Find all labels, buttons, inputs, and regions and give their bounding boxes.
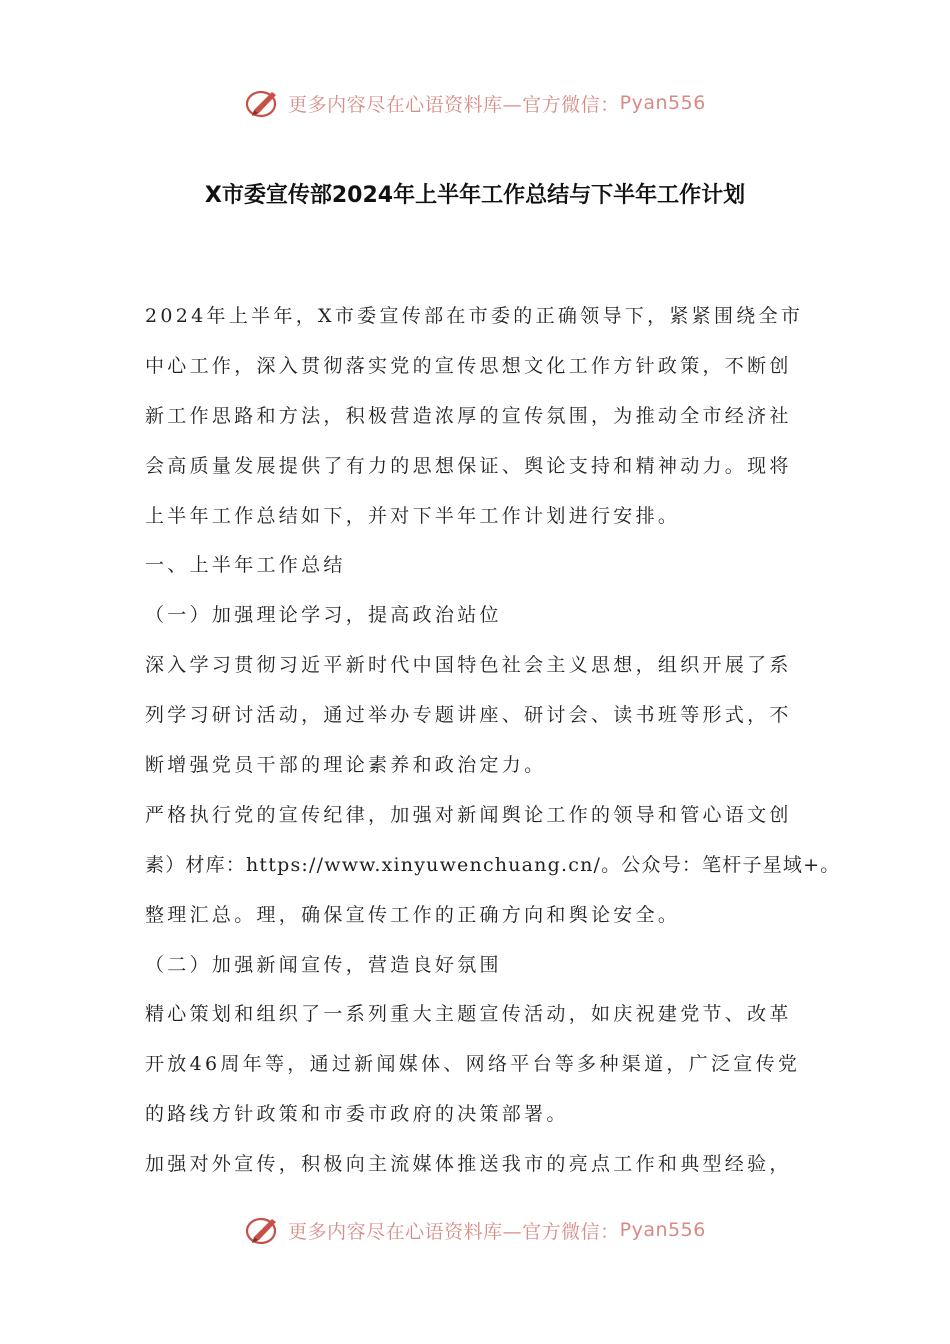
body-line: 的路线方针政策和市委市政府的决策部署。 (145, 1103, 569, 1126)
subsection-heading: （一）加强理论学习，提高政治站位 (145, 604, 502, 627)
body-line: 新工作思路和方法，积极营造浓厚的宣传氛围，为推动全市经济社 (145, 404, 792, 427)
watermark-text: 更多内容尽在心语资料库—官方微信： (288, 93, 620, 116)
document-body (145, 292, 841, 1190)
body-line: 开放46周年等，通过新闻媒体、网络平台等多种渠道，广泛宣传党 (145, 1053, 801, 1076)
pen-logo-icon (244, 86, 282, 120)
body-line: 列学习研讨活动，通过举办专题讲座、研讨会、读书班等形式，不 (145, 704, 792, 727)
body-line: 精心策划和组织了一系列重大主题宣传活动，如庆祝建党节、改革 (145, 1003, 792, 1026)
watermark-footer (0, 1213, 950, 1247)
document-title: X市委宣传部2024年上半年工作总结与下半年工作计划 (204, 183, 746, 208)
body-line: 断增强党员干部的理论素养和政治定力。 (145, 754, 547, 777)
body-line: 加强对外宣传，积极向主流媒体推送我市的亮点工作和典型经验， (145, 1153, 792, 1176)
body-line: 深入学习贯彻习近平新时代中国特色社会主义思想，组织开展了系 (145, 654, 792, 677)
body-line: 整理汇总。理，确保宣传工作的正确方向和舆论安全。 (145, 903, 681, 926)
body-line-url: 素）材库：https://www.xinyuwenchuang.cn/。公众号：笔杆子星域+。 (145, 853, 841, 876)
body-line: 中心工作，深入贯彻落实党的宣传思想文化工作方针政策，不断创 (145, 354, 792, 377)
body-line: 2024年上半年，X市委宣传部在市委的正确领导下，紧紧围绕全市 (145, 305, 804, 327)
body-line: 严格执行党的宣传纪律，加强对新闻舆论工作的领导和管心语文创 (145, 803, 792, 826)
watermark-wechat-id: Pyan556 (619, 1219, 706, 1241)
subsection-heading: （二）加强新闻宣传，营造良好氛围 (145, 953, 502, 976)
body-line: 会高质量发展提供了有力的思想保证、舆论支持和精神动力。现将 (145, 454, 792, 477)
watermark-header (0, 86, 950, 120)
watermark-wechat-id: Pyan556 (619, 92, 706, 114)
watermark-text: 更多内容尽在心语资料库—官方微信： (288, 1220, 620, 1243)
body-line: 上半年工作总结如下，并对下半年工作计划进行安排。 (145, 504, 681, 527)
pen-logo-icon (244, 1213, 282, 1247)
section-heading: 一、上半年工作总结 (145, 554, 346, 577)
